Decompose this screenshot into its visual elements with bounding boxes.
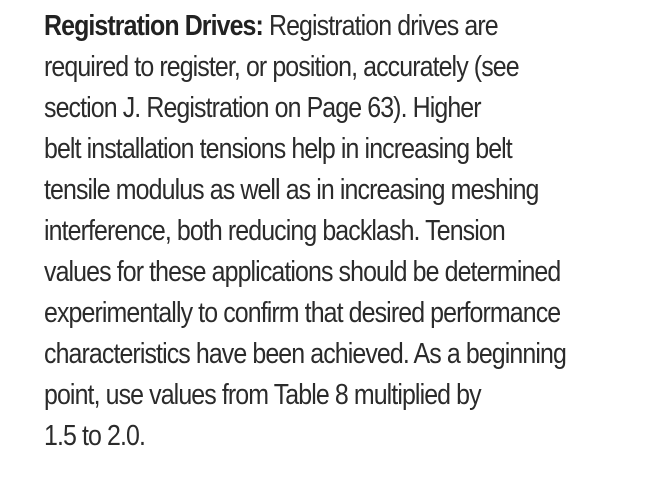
paragraph-line-7: values for these applications should be determined: [44, 256, 561, 288]
registration-drives-paragraph: [44, 6, 646, 457]
document-page: [44, 6, 644, 457]
paragraph-line-4: belt installation tensions help in increasing belt: [44, 133, 512, 165]
paragraph-line-1: [44, 6, 646, 47]
paragraph-line-3: section J. Registration on Page 63). Higher: [44, 92, 481, 124]
paragraph-line-5: tensile modulus as well as in increasing meshing: [44, 174, 539, 206]
paragraph-line-11: 1.5 to 2.0.: [44, 420, 145, 452]
paragraph-line-2: required to register, or position, accurately (see: [44, 51, 519, 83]
paragraph-line-6: interference, both reducing backlash. Tension: [44, 215, 505, 247]
paragraph-line-10: point, use values from Table 8 multiplied by: [44, 379, 481, 411]
paragraph-line-8: experimentally to confirm that desired performance: [44, 297, 561, 329]
section-heading: Registration Drives:: [44, 10, 263, 42]
paragraph-line-9: characteristics have been achieved. As a beginning: [44, 338, 566, 370]
paragraph-line-1-text: Registration drives are: [268, 10, 498, 42]
